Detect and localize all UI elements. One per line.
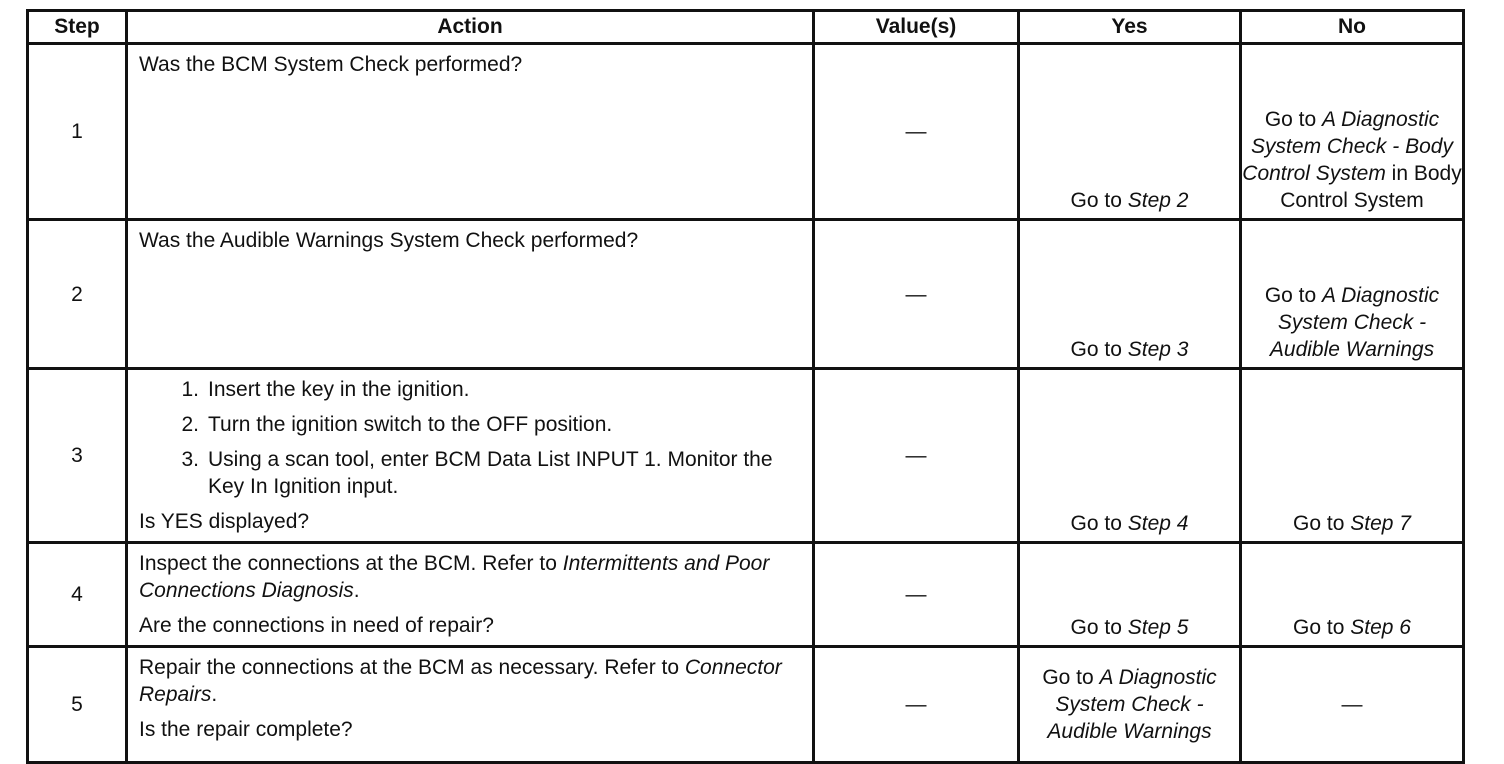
yes-prefix: Go to: [1070, 189, 1128, 212]
yes-link[interactable]: Step 4: [1127, 512, 1189, 535]
no-prefix: Go to: [1264, 284, 1323, 307]
action-link[interactable]: Connector Repairs: [139, 656, 782, 706]
list-item: 2. Turn the ignition switch to the OFF position.: [181, 413, 613, 436]
table-row: [28, 44, 1464, 220]
action-cell: Inspect the connections at the BCM. Refer to Intermittents and Poor Connections Diagnosis. Are the connections in need of repair?: [127, 543, 814, 647]
no-dash: —: [1341, 693, 1363, 716]
table-row: [28, 647, 1464, 763]
action-text: Repair the connections at the BCM as necessary. Refer to: [139, 656, 685, 679]
action-question: Is YES displayed?: [139, 510, 310, 533]
step-number: 4: [28, 543, 127, 647]
table-row: [28, 220, 1464, 369]
no-cell: [1241, 543, 1464, 647]
header-yes: Yes: [1019, 11, 1241, 44]
action-cell: [127, 369, 814, 543]
yes-cell: [1019, 647, 1241, 763]
value-cell: [814, 647, 1019, 763]
step-number: 2: [28, 220, 127, 369]
action-question: Are the connections in need of repair?: [139, 614, 494, 637]
no-link[interactable]: Step 7: [1350, 512, 1411, 535]
table-row: [28, 369, 1464, 543]
no-link[interactable]: Step 6: [1350, 616, 1411, 639]
no-link[interactable]: A Diagnostic System Check - Audible Warnings: [1269, 284, 1440, 361]
list-item: 3. Using a scan tool, enter BCM Data List INPUT 1. Monitor the Key In Ignition input.: [181, 448, 773, 498]
no-prefix: Go to: [1293, 616, 1351, 639]
action-text: Was the Audible Warnings System Check performed?: [139, 229, 639, 252]
action-cell: Repair the connections at the BCM as necessary. Refer to Connector Repairs. Is the repair complete?: [127, 647, 814, 763]
yes-prefix: Go to: [1042, 666, 1100, 689]
action-steps-list: [139, 376, 802, 500]
yes-link[interactable]: Step 2: [1127, 189, 1189, 212]
no-prefix: Go to: [1293, 512, 1351, 535]
header-step: Step: [28, 11, 127, 44]
yes-prefix: Go to: [1070, 338, 1128, 361]
yes-cell: [1019, 220, 1241, 369]
no-cell: [1241, 369, 1464, 543]
yes-link[interactable]: A Diagnostic System Check - Audible Warnings: [1047, 666, 1217, 743]
value-cell: [814, 220, 1019, 369]
value-dash: —: [905, 120, 927, 143]
action-text: Was the BCM System Check performed?: [139, 53, 523, 76]
value-cell: [814, 369, 1019, 543]
header-row: [28, 11, 1464, 44]
action-question: Is the repair complete?: [139, 718, 353, 741]
yes-prefix: Go to: [1070, 616, 1128, 639]
value-dash: —: [905, 282, 927, 306]
value-cell: [814, 543, 1019, 647]
header-no: No: [1241, 11, 1464, 44]
list-item: 1. Insert the key in the ignition.: [181, 378, 470, 401]
yes-link[interactable]: Step 5: [1127, 616, 1189, 639]
step-number: 1: [28, 44, 127, 220]
table-row: [28, 543, 1464, 647]
yes-link[interactable]: Step 3: [1127, 338, 1189, 361]
no-prefix: Go to: [1264, 108, 1323, 131]
yes-cell: [1019, 44, 1241, 220]
yes-prefix: Go to: [1070, 512, 1128, 535]
no-suffix: in Body Control System: [1280, 162, 1462, 212]
header-values: Value(s): [814, 11, 1019, 44]
step-number: 3: [28, 369, 127, 543]
no-link[interactable]: A Diagnostic System Check - Body Control System: [1242, 108, 1453, 185]
header-action: Action: [127, 11, 814, 44]
value-dash: —: [905, 583, 927, 606]
action-link[interactable]: Intermittents and Poor Connections Diagnosis: [139, 552, 770, 602]
no-cell: [1241, 647, 1464, 763]
no-cell: [1241, 44, 1464, 220]
action-cell: [127, 44, 814, 220]
value-cell: [814, 44, 1019, 220]
no-cell: [1241, 220, 1464, 369]
action-cell: [127, 220, 814, 369]
yes-cell: [1019, 543, 1241, 647]
action-text: Inspect the connections at the BCM. Refer to: [139, 552, 563, 575]
diagnostic-table: [26, 9, 1465, 764]
yes-cell: [1019, 369, 1241, 543]
value-dash: —: [905, 444, 927, 467]
step-number: 5: [28, 647, 127, 763]
value-dash: —: [905, 693, 927, 716]
